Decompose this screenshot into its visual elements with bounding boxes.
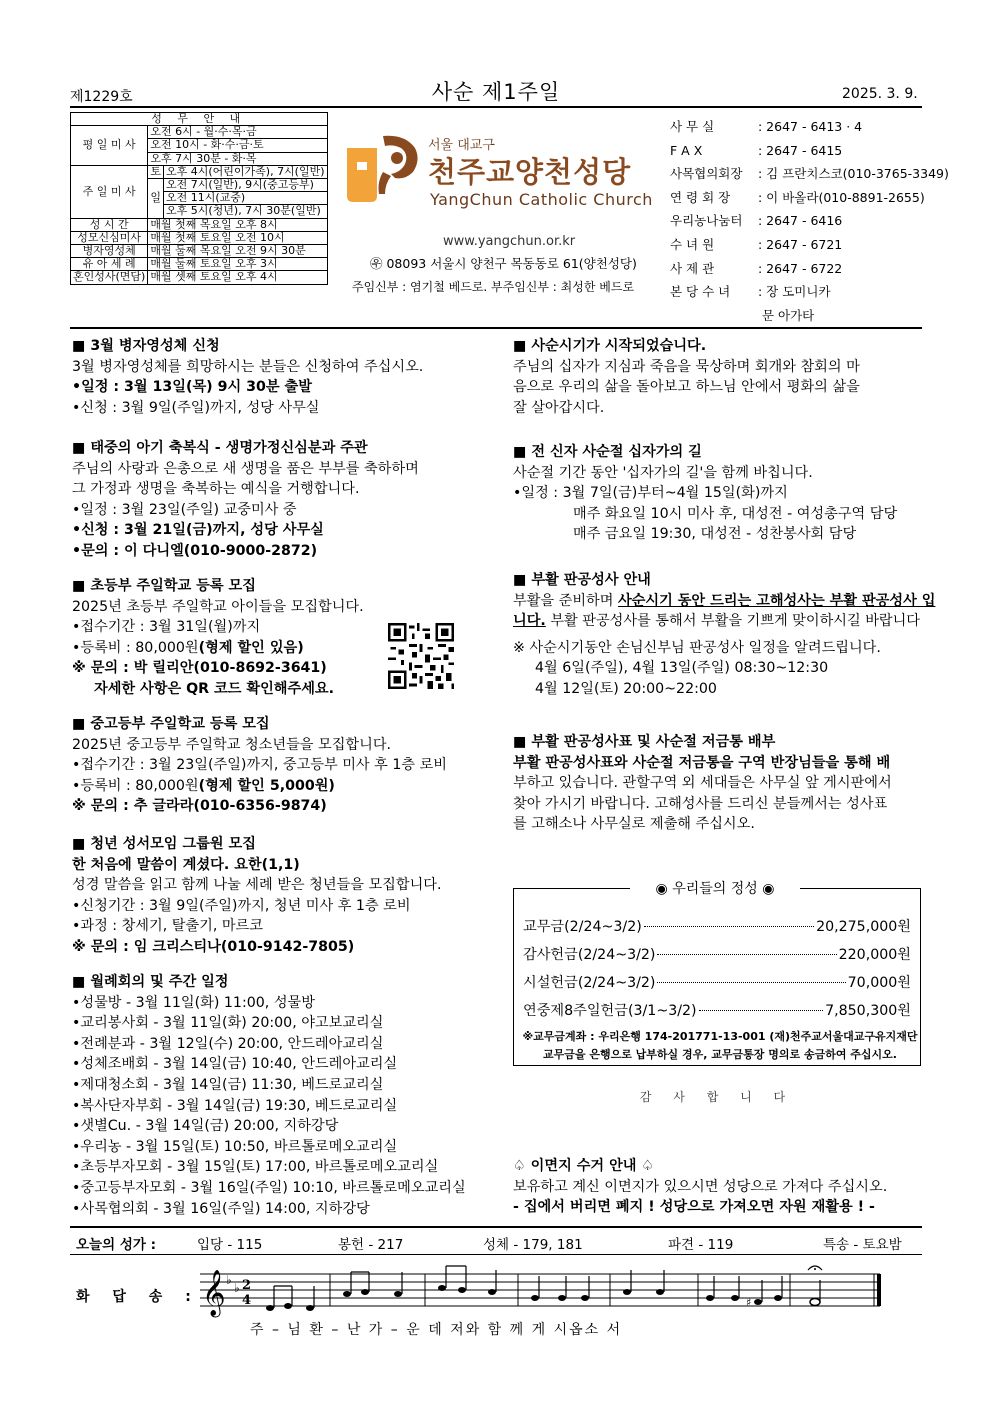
notice-text: •과정 : 창세기, 탈출기, 마르코: [72, 918, 263, 935]
contact-key: 사목협의회장: [670, 166, 743, 182]
qr-code-icon[interactable]: [388, 623, 454, 689]
list-item: •중고등부자모회 - 3월 16일(주일) 10:10, 바르톨로메오교리실: [72, 1179, 466, 1196]
page-title: 사순 제1주일: [431, 80, 561, 104]
offering-title: ◉ 우리들의 정성 ◉: [630, 878, 800, 898]
contact-sisters-2: [670, 304, 949, 328]
schedule-row-label: 성 시 간: [71, 218, 148, 231]
offering-label: 시설헌금(2/24~3/2): [523, 975, 656, 991]
offering-account: ※교무금계좌 : 우리은행 174-201771-13-001 (재)천주교서울대교구유지재단: [522, 1030, 918, 1043]
list-item: •성체조배회 - 3월 14일(금) 10:40, 안드레아교리실: [72, 1056, 398, 1073]
notice-text: - 집에서 버리면 폐지 ! 성당으로 가져오면 자원 재활용 ! -: [513, 1199, 875, 1216]
hymn-special: 특송 - 토요밤: [823, 1237, 902, 1253]
schedule-row-value: 매월 둘째 토요일 오후 3시: [148, 258, 327, 271]
list-item: •초등부자모회 - 3월 15일(토) 17:00, 바르톨로메오교리실: [72, 1159, 439, 1176]
notice-text: 2025년 초등부 주일학교 아이들을 모집합니다.: [72, 598, 364, 615]
contact-key: 수 녀 원: [670, 236, 715, 252]
notice-text: 자세한 사항은 QR 코드 확인해주세요.: [94, 680, 335, 697]
notice-text: 3월 병자영성체를 희망하시는 분들은 신청하여 주십시오.: [72, 358, 424, 375]
notice-easter-confession: [513, 570, 935, 700]
section-heading: ■ 태중의 아기 축복식 - 생명가정신심분과 주관: [72, 440, 368, 456]
notice-text: •신청 : 3월 9일(주일)까지, 성당 사무실: [72, 399, 320, 416]
offering-row: [523, 972, 911, 992]
sunday-mass-time: 오전 11시(교중): [163, 192, 327, 205]
notice-text: 잘 살아갑시다.: [513, 399, 605, 416]
list-item: •우리농 - 3월 15일(토) 10:50, 바르톨로메오교리실: [72, 1138, 398, 1155]
contact-value: : 2647 - 6415: [758, 142, 843, 158]
responsorial-label: 화 답 송 :: [76, 1289, 200, 1305]
offering-label: 연중제8주일헌금(3/1~3/2): [523, 1003, 697, 1019]
notice-text: 그 가정과 생명을 축복하는 예식을 거행합니다.: [72, 481, 360, 498]
weekday-mass-time: 오전 6시 - 월·수·목·금: [148, 126, 327, 139]
offering-amount: 20,275,000원: [816, 919, 911, 935]
notice-text: 부활 판공성사표와 사순절 저금통을 구역 반장님들을 통해 배: [513, 754, 891, 771]
hymn-divider: [70, 1254, 922, 1255]
hymn-recessional: 파견 - 119: [668, 1237, 734, 1253]
contact-key: 사 제 관: [670, 260, 715, 276]
svg-text:𝄞: 𝄞: [202, 1270, 226, 1316]
schedule-row-label: 혼인성사(면담): [71, 271, 148, 284]
church-name: 천주교양천성당: [428, 155, 632, 189]
fee-discount: (형제 할인 5,000원): [198, 777, 335, 794]
leader-dots: [699, 1010, 823, 1011]
notice-text-emphasis: 사순시기 동안 드리는 고해성사는 부활 판공성사 입: [617, 592, 936, 609]
contact-value: : 2647 - 6416: [758, 213, 843, 229]
notice-text: [513, 591, 935, 612]
contact-value: : 김 프란치스코(010-3765-3349): [758, 166, 949, 182]
contact-key: 연 령 회 장: [670, 189, 731, 205]
offering-amount: 7,850,300원: [825, 1003, 911, 1019]
schedule-row-value: 매월 첫째 토요일 오전 10시: [148, 231, 327, 244]
notice-sick-communion: [72, 336, 423, 418]
notice-stations-of-cross: [513, 442, 897, 545]
contact-key: 본 당 수 녀: [670, 284, 731, 300]
header-divider: [70, 106, 922, 108]
notice-weekly-schedule: [72, 972, 466, 1219]
contact-value: : 2647 - 6721: [758, 236, 843, 252]
schedule-row-label: 유 아 세 례: [71, 258, 148, 271]
contact-rectory: [670, 257, 949, 281]
list-item: •사목협의회 - 3월 16일(주일) 14:00, 지하강당: [72, 1200, 370, 1217]
fee-discount: (형제 할인 있음): [198, 639, 304, 656]
notice-text: 사순절 기간 동안 '십자가의 길'을 함께 바칩니다.: [513, 464, 813, 481]
notice-text: •신청기간 : 3월 9일(주일)까지, 청년 미사 후 1층 로비: [72, 897, 411, 914]
footer-divider: [70, 1226, 922, 1228]
svg-text:4: 4: [242, 1293, 252, 1308]
contact-value: : 이 바올라(010-8891-2655): [758, 189, 925, 205]
contact-funeral: [670, 186, 949, 210]
section-heading: ■ 3월 병자영성체 신청: [72, 338, 220, 354]
leader-dots: [657, 982, 845, 983]
notice-text: 부하고 있습니다. 관할구역 외 세대들은 사무실 앞 게시판에서: [513, 775, 892, 792]
issue-date: 2025. 3. 9.: [842, 86, 918, 102]
section-heading: ■ 월례회의 및 주간 일정: [72, 974, 229, 990]
contact-list: [670, 115, 949, 327]
notice-text-part: 부활 판공성사를 통해서 부활을 기쁘게 맞이하시길 바랍니다: [545, 613, 921, 630]
notice-confession-cards: [513, 732, 892, 835]
notice-baby-blessing: [72, 438, 419, 562]
contact-council: [670, 162, 949, 186]
notice-text: ※ 문의 : 박 릴리안(010-8692-3641): [72, 660, 327, 677]
contact-value: : 2647 - 6413 · 4: [758, 119, 863, 134]
schedule-row-value: 매월 첫째 목요일 오후 8시: [148, 218, 327, 231]
list-item: •복사단자부회 - 3월 14일(금) 19:30, 베드로교리실: [72, 1097, 398, 1114]
offering-amount: 220,000원: [838, 947, 911, 963]
notice-text: 4월 12일(토) 20:00~22:00: [535, 680, 717, 697]
church-logo-icon: [343, 126, 423, 206]
weekday-mass-label: 평 일 미 사: [71, 126, 148, 166]
notice-paper-recycling: [513, 1156, 887, 1218]
notice-text: 음으로 우리의 삶을 돌아보고 하느님 안에서 평화의 삶을: [513, 379, 860, 396]
contact-key: 우리농나눔터: [670, 213, 743, 229]
contact-value: : 장 도미니카: [758, 284, 831, 300]
notice-text: 보유하고 계신 이면지가 있으시면 성당으로 가져다 주십시오.: [513, 1178, 888, 1195]
issue-number: 제1229호: [70, 89, 133, 105]
section-heading: ■ 청년 성서모임 그룹원 모집: [72, 836, 256, 852]
schedule-row-value: 매월 셋째 토요일 오후 4시: [148, 271, 327, 284]
contact-farm: [670, 209, 949, 233]
sunday-mass-label: 주 일 미 사: [71, 165, 148, 218]
offering-label: 감사헌금(2/24~3/2): [523, 947, 656, 963]
contact-office: [670, 115, 949, 139]
contact-value: : 2647 - 6722: [758, 260, 843, 276]
list-item: •제대청소회 - 3월 14일(금) 11:30, 베드로교리실: [72, 1076, 384, 1093]
notice-text: 2025년 중고등부 주일학교 청소년들을 모집합니다.: [72, 736, 392, 753]
section-heading: ■ 전 신자 사순절 십자가의 길: [513, 444, 702, 460]
contact-fax: [670, 139, 949, 163]
notice-text: •접수기간 : 3월 23일(주일)까지, 중고등부 미사 후 1층 로비: [72, 757, 448, 774]
church-address: ㉾ 08093 서울시 양천구 목동동로 61(양천성당): [370, 256, 637, 271]
schedule-row-label: 성모신심미사: [71, 231, 148, 244]
notice-text: •신청 : 3월 21일(금)까지, 성당 사무실: [72, 522, 324, 539]
notice-text: [72, 776, 447, 797]
offering-label: 교무금(2/24~3/2): [523, 919, 642, 935]
sunday-mass-time: 오전 7시(일반), 9시(중고등부): [163, 179, 327, 192]
hymn-label: 오늘의 성가 :: [76, 1237, 157, 1253]
website[interactable]: www.yangchun.or.kr: [443, 234, 576, 249]
leader-dots: [657, 954, 836, 955]
notice-text: 매주 화요일 10시 미사 후, 대성전 - 여성총구역 담당: [573, 505, 898, 522]
offering-amount: 70,000원: [847, 975, 911, 991]
list-item: •전례분과 - 3월 12일(수) 20:00, 안드레아교리실: [72, 1035, 384, 1052]
svg-text:♯: ♯: [746, 1296, 752, 1309]
offering-row: [523, 1000, 911, 1020]
notice-text-emphasis: 니다.: [513, 613, 546, 630]
svg-text:♭: ♭: [226, 1273, 232, 1287]
notice-text: ※ 사순시기동안 손님신부님 판공성사 일정을 알려드립니다.: [513, 639, 881, 656]
section-heading: ■ 초등부 주일학교 등록 모집: [72, 578, 256, 594]
notice-text: •일정 : 3월 13일(목) 9시 30분 출발: [72, 379, 312, 396]
section-heading: ♤ 이면지 수거 안내 ♤: [513, 1158, 655, 1174]
section-heading: ■ 중고등부 주일학교 등록 모집: [72, 716, 270, 732]
church-name-english: YangChun Catholic Church: [430, 190, 653, 209]
fee-text: •등록비 : 80,000원: [72, 777, 199, 794]
svg-text:2: 2: [242, 1278, 252, 1293]
list-item: •교리봉사회 - 3월 11일(화) 20:00, 야고보교리실: [72, 1015, 384, 1032]
weekday-mass-time: 오전 10시 - 화·수·금·토: [148, 139, 327, 152]
priest-names: 주임신부 : 염기철 베드로. 부주임신부 : 최성한 베드로: [352, 280, 635, 294]
saturday-label: 토: [148, 165, 164, 178]
sunday-label: 일: [148, 179, 164, 219]
offering-instruction: 교무금을 은행으로 납부하실 경우, 교무금통장 명의로 송금하여 주십시오.: [543, 1048, 897, 1061]
contact-key: F A X: [670, 142, 703, 158]
fee-text: •등록비 : 80,000원: [72, 639, 199, 656]
section-heading: ■ 사순시기가 시작되었습니다.: [513, 338, 707, 354]
contact-sisters: [670, 280, 949, 304]
hymn-entrance: 입당 - 115: [197, 1237, 263, 1253]
sunday-mass-time: 오후 5시(청년), 7시 30분(일반): [163, 205, 327, 218]
notice-lent-begins: [513, 336, 860, 418]
notice-text: 매주 금요일 19:30, 대성전 - 성찬봉사회 담당: [573, 526, 857, 543]
notice-text: 4월 6일(주일), 4월 13일(주일) 08:30~12:30: [535, 660, 829, 677]
notice-text: 주님의 사랑과 은총으로 새 생명을 품은 부부를 축하하며: [72, 460, 419, 477]
offering-note: [522, 1028, 918, 1064]
offering-row: [523, 944, 911, 964]
notice-text: ※ 문의 : 임 크리스티나(010-9142-7805): [72, 938, 355, 955]
responsorial-lyrics: 주 – 님 환 – 난 가 – 운 데 저와 함 께 게 시옵소 서: [250, 1322, 623, 1338]
schedule-title: 성 무 안 내: [71, 113, 328, 126]
notice-text: 주님의 십자가 지심과 죽음을 묵상하며 회개와 참회의 마: [513, 358, 860, 375]
notice-text: [72, 638, 364, 659]
music-staff-icon: [190, 1262, 890, 1318]
weekday-mass-time: 오후 7시 30분 - 화·목: [148, 152, 327, 165]
contact-value: 문 아가타: [758, 307, 815, 323]
section-divider: [70, 327, 922, 329]
thanks-text: 감 사 합 니 다: [639, 1090, 795, 1104]
contact-convent: [670, 233, 949, 257]
svg-text:♭: ♭: [234, 1281, 240, 1295]
schedule-row-value: 매월 둘째 목요일 오전 9시 30분: [148, 245, 327, 258]
notice-text: 성경 말씀을 읽고 함께 나눌 세례 받은 청년들을 모집합니다.: [72, 877, 442, 894]
section-heading: ■ 부활 판공성사 안내: [513, 572, 651, 588]
hymn-communion: 성체 - 179, 181: [483, 1237, 583, 1253]
notice-text: 를 고해소나 사무실로 제출해 주십시오.: [513, 816, 755, 833]
notice-text: •문의 : 이 다니엘(010-9000-2872): [72, 542, 318, 559]
mass-schedule-table: [70, 112, 328, 285]
leader-dots: [644, 926, 814, 927]
diocese-label: 서울 대교구: [428, 138, 495, 153]
offering-row: [523, 916, 911, 936]
notice-elementary-school: [72, 576, 364, 700]
schedule-row-label: 병자영성체: [71, 245, 148, 258]
notice-text: [513, 611, 935, 632]
notice-text: 찾아 가시기 바랍니다. 고해성사를 드리신 분들께서는 성사표: [513, 795, 888, 812]
notice-text: •일정 : 3월 23일(주일) 교중미사 중: [72, 501, 297, 518]
notice-youth-bible-group: [72, 834, 442, 958]
notice-text: ※ 문의 : 추 글라라(010-6356-9874): [72, 798, 327, 815]
contact-key: 사 무 실: [670, 119, 715, 134]
section-heading: ■ 부활 판공성사표 및 사순절 저금통 배부: [513, 734, 776, 750]
notice-text: 한 처음에 말씀이 계셨다. 요한(1,1): [72, 856, 300, 873]
notice-secondary-school: [72, 714, 447, 817]
notice-text: •일정 : 3월 7일(금)부터~4월 15일(화)까지: [513, 485, 788, 502]
list-item: •샛별Cu. - 3월 14일(금) 20:00, 지하강당: [72, 1118, 339, 1135]
list-item: •성물방 - 3월 11일(화) 11:00, 성물방: [72, 994, 315, 1011]
saturday-mass-time: 오후 4시(어린이가족), 7시(일반): [163, 165, 327, 178]
notice-text: •접수기간 : 3월 31일(월)까지: [72, 619, 261, 636]
notice-text-part: 부활을 준비하며: [513, 592, 618, 609]
hymn-offertory: 봉헌 - 217: [338, 1237, 404, 1253]
